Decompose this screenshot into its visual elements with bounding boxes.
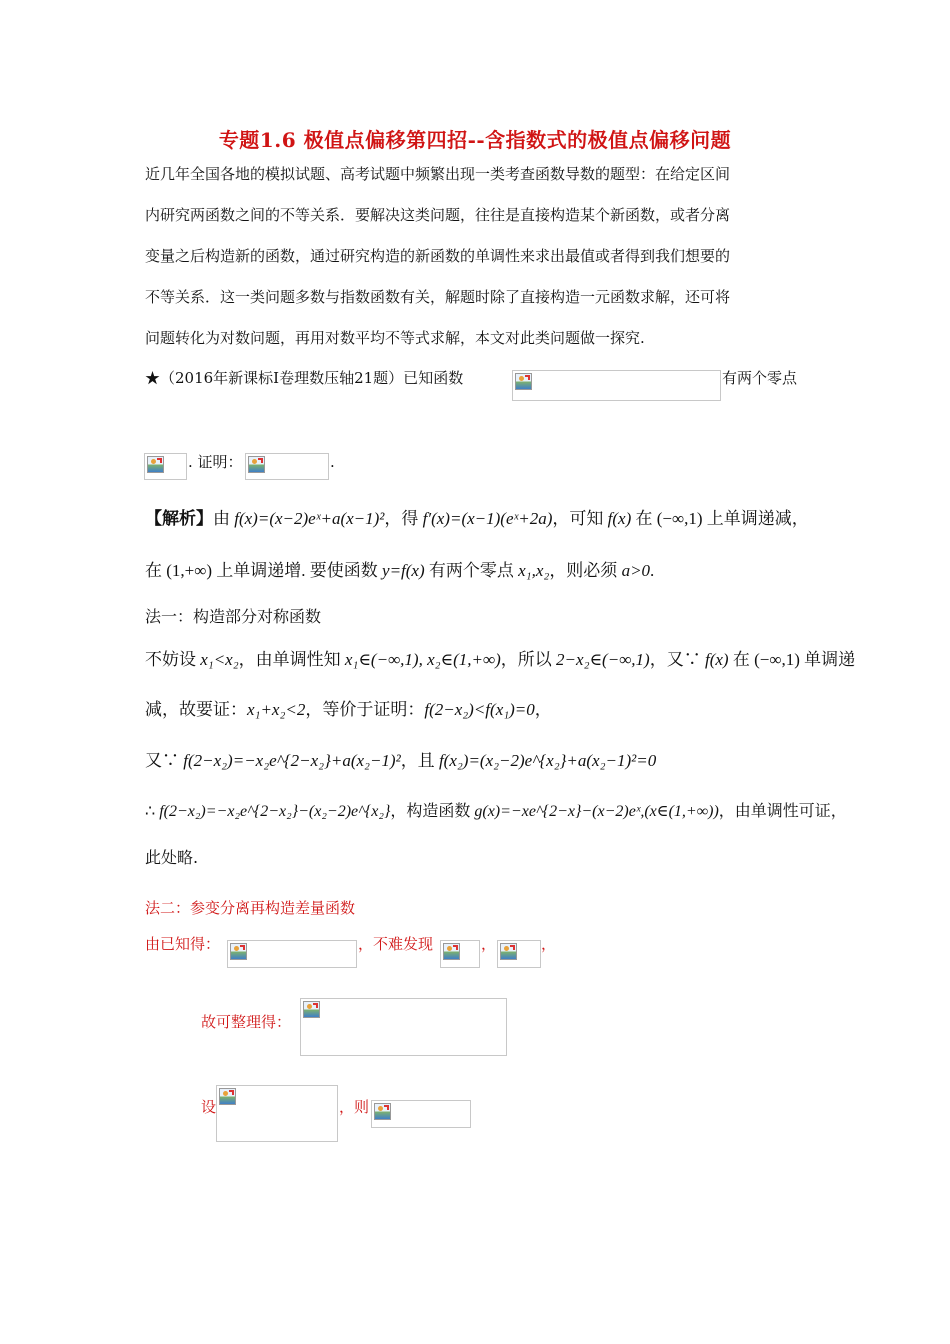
broken-image-notice-2 (497, 940, 541, 968)
problem-star-text: ★（2016年新课标I卷理数压轴21题）已知函数 (145, 369, 464, 387)
intro-line-4: 不等关系．这一类问题多数与指数函数有关，解题时除了直接构造一元函数求解，还可将 (145, 288, 731, 306)
broken-image-then (371, 1100, 471, 1128)
broken-image-known (227, 940, 357, 968)
m1-line-1: 不妨设 x₁<x₂，由单调性知 x₁∈(−∞,1), x₂∈(1,+∞)，所以 2−x₂∈(−∞,1)，又∵ f(x) 在 (−∞,1) 单调递 (145, 650, 856, 669)
proof-end-dot: . (330, 453, 335, 471)
m1-line-2: 减，故要证：x₁+x₂<2，等价于证明：f(2−x₂)<f(x₁)=0， (145, 700, 552, 719)
broken-image-icon (443, 943, 460, 960)
proof-prefix: . 证明： (188, 453, 243, 471)
solution-tag: 【解析】 (145, 509, 213, 528)
broken-image-icon (500, 943, 517, 960)
broken-image-notice-1 (440, 940, 480, 968)
intro-line-2: 内研究两函数之间的不等关系．要解决这类问题，往往是直接构造某个新函数，或者分离 (145, 206, 731, 224)
broken-image-let (216, 1085, 338, 1142)
m2-arrange-text: 故可整理得： (201, 1013, 292, 1031)
problem-after-text: 有两个零点 (722, 369, 798, 387)
solution-line-1: 【解析】由 f(x)=(x−2)eˣ+a(x−1)²，得 f′(x)=(x−1)(eˣ+2a)，可知 f(x) 在 (−∞,1) 上单调递减， (145, 509, 809, 528)
broken-image-arrange (300, 998, 507, 1056)
broken-image-icon (147, 456, 164, 473)
broken-image-icon (303, 1001, 320, 1018)
broken-image-range (144, 453, 187, 480)
broken-image-icon (248, 456, 265, 473)
broken-image-icon (219, 1088, 236, 1105)
intro-line-5: 问题转化为对数问题，再用对数平均不等式求解，本文对此类问题做一探究. (145, 329, 645, 347)
m2-known-text: 由已知得： (145, 935, 221, 953)
m1-line-3: 又∵ f(2−x₂)=−x₂e^{2−x₂}+a(x₂−1)²，且 f(x₂)=(x₂−2)e^{x₂}+a(x₂−1)²=0 (145, 751, 657, 770)
intro-line-1: 近几年全国各地的模拟试题、高考试题中频繁出现一类考查函数导数的题型：在给定区间 (145, 165, 731, 183)
page-title: 专题1.6 极值点偏移第四招--含指数式的极值点偏移问题 (218, 128, 732, 152)
m1-line-4: ∴ f(2−x₂)=−x₂e^{2−x₂}−(x₂−2)e^{x₂}，构造函数 g(x)=−xe^{2−x}−(x−2)eˣ,(x∈(1,+∞))，由单调性可证， (145, 803, 847, 820)
m2-then-text: ，则 (339, 1098, 370, 1116)
solution-line-2: 在 (1,+∞) 上单调递增. 要使函数 y=f(x) 有两个零点 x₁,x₂，则必须 a>0. (145, 561, 655, 580)
broken-image-claim (245, 453, 329, 480)
broken-image-icon (515, 373, 532, 390)
method1-title: 法一：构造部分对称函数 (145, 607, 322, 626)
broken-image-function (512, 370, 721, 401)
m2-comma-2: ， (541, 935, 557, 953)
m2-let-text: 设 (201, 1098, 217, 1116)
broken-image-icon (374, 1103, 391, 1120)
m2-notice-text: ，不难发现 (358, 935, 434, 953)
method2-title: 法二：参变分离再构造差量函数 (145, 899, 356, 917)
m2-comma: ， (481, 935, 497, 953)
broken-image-icon (230, 943, 247, 960)
intro-line-3: 变量之后构造新的函数，通过研究构造的新函数的单调性来求出最值或者得到我们想要的 (145, 247, 731, 265)
m1-line-5: 此处略. (145, 848, 199, 867)
